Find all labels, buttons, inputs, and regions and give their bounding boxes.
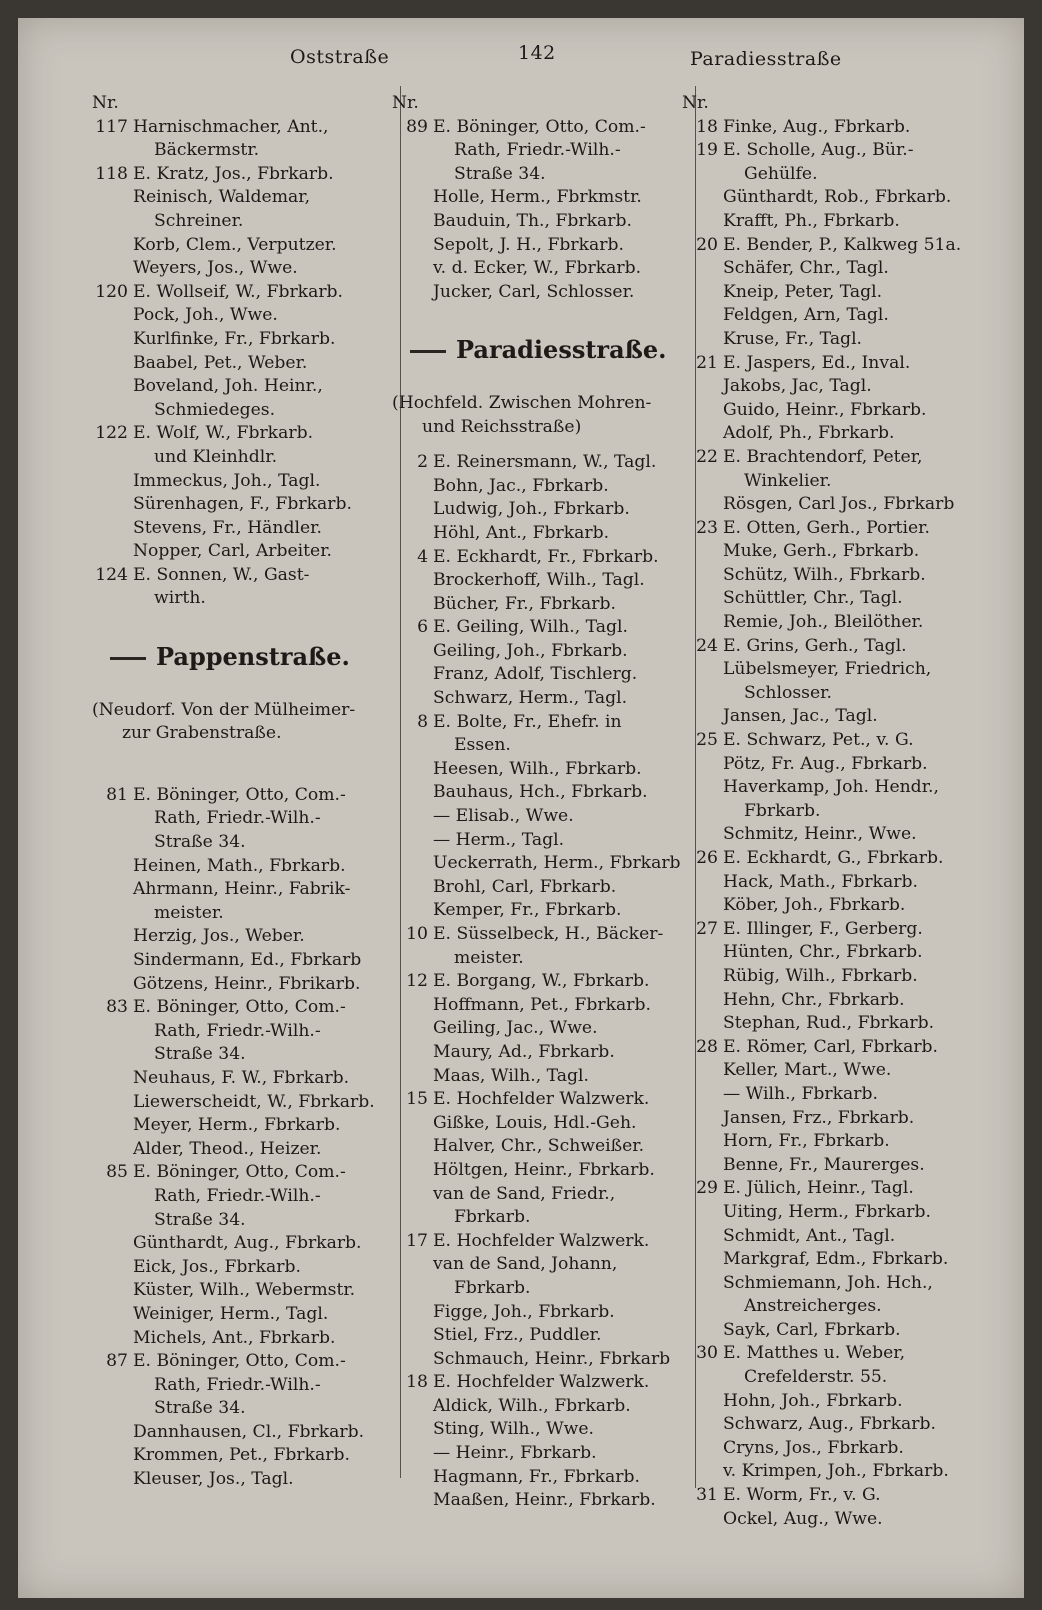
house-number: 27 [696,918,718,939]
resident-text: E. Grins, Gerh., Tagl. [723,635,907,656]
resident-entry: — Wilh., Fbrkarb. [723,1083,878,1104]
resident-entry: Weyers, Jos., Wwe. [133,258,298,279]
resident-entry: Kneip, Peter, Tagl. [723,281,883,302]
entry-continuation: meister. [454,947,524,968]
resident-entry: Immeckus, Joh., Tagl. [133,470,321,491]
resident-text: E. Eckhardt, G., Fbrkarb. [723,848,944,868]
house-entry [682,234,982,258]
entry-continuation: Straße 34. [154,1398,246,1419]
resident-text: E. Scholle, Aug., Bür.- [723,140,914,161]
house-entry [682,847,982,871]
resident-entry: Bauduin, Th., Fbrkarb. [433,210,632,231]
resident-entry: Keller, Mart., Wwe. [723,1060,892,1081]
resident-entry: Korb, Clem., Verputzer. [133,234,337,255]
resident-entry: Schütz, Wilh., Fbrkarb. [723,564,926,585]
resident-entry: v. Krimpen, Joh., Fbrkarb. [723,1461,949,1482]
resident-entry: Höltgen, Heinr., Fbrkarb. [433,1159,655,1180]
resident-text: E. Illinger, F., Gerberg. [723,918,923,939]
house-number: 23 [696,517,718,538]
house-number: 85 [106,1162,128,1183]
resident-entry: Götzens, Heinr., Fbrikarb. [133,973,361,994]
house-entry [92,1161,402,1185]
entry-continuation: Rath, Friedr.-Wilh.- [154,808,321,829]
house-number: 8 [417,711,428,732]
resident-entry: Sepolt, J. H., Fbrkarb. [433,234,624,255]
resident-text: E. Otten, Gerh., Portier. [723,517,930,538]
entry-continuation: Bäckermstr. [154,140,260,161]
resident-entry: Schmitz, Heinr., Wwe. [723,824,917,845]
house-entry [392,451,692,475]
resident-entry: Schmauch, Heinr., Fbrkarb [433,1348,671,1369]
resident-entry: Günthardt, Aug., Fbrkarb. [133,1233,362,1254]
resident-entry: Bohn, Jac., Fbrkarb. [433,475,609,496]
resident-entry: Ahrmann, Heinr., Fabrik- [133,879,351,900]
resident-text: E. Hochfelder Walzwerk. [433,1372,650,1393]
resident-entry: Feldgen, Arn, Tagl. [723,305,889,326]
resident-entry: Hoffmann, Pet., Fbrkarb. [433,994,651,1015]
house-entry [392,616,692,640]
street-location-note: (Neudorf. Von der Mülheimer- [92,699,356,720]
house-entry [92,996,402,1020]
resident-entry: Dannhausen, Cl., Fbrkarb. [133,1421,365,1442]
resident-text: Nr. [682,93,709,113]
house-entry [682,729,982,753]
spacer [392,439,692,451]
resident-entry: Franz, Adolf, Tischlerg. [433,664,638,685]
resident-text: E. Römer, Carl, Fbrkarb. [723,1036,939,1057]
header-right-street: Paradiesstraße [690,48,842,70]
house-number: 6 [417,617,428,638]
entry-continuation: Rath, Friedr.-Wilh.- [454,140,621,161]
resident-entry: Maas, Wilh., Tagl. [433,1065,589,1086]
entry-continuation: Rath, Friedr.-Wilh.- [154,1020,321,1041]
resident-entry: Benne, Fr., Maurerges. [723,1154,925,1175]
resident-entry: Maaßen, Heinr., Fbrkarb. [433,1490,656,1511]
resident-text: Finke, Aug., Fbrkarb. [723,116,911,137]
entry-continuation: Anstreicherges. [744,1296,882,1317]
resident-entry: Schüttler, Chr., Tagl. [723,588,903,609]
resident-entry: Weiniger, Herm., Tagl. [133,1303,329,1324]
entry-continuation: Rath, Friedr.-Wilh.- [154,1374,321,1395]
house-number: 19 [696,140,718,161]
resident-entry: Jansen, Frz., Fbrkarb. [723,1107,915,1128]
column-1 [92,92,402,1492]
house-number: 30 [696,1343,718,1364]
column-heading [682,92,982,116]
house-number: 18 [696,116,718,137]
resident-entry: Köber, Joh., Fbrkarb. [723,895,906,916]
resident-entry: Küster, Wilh., Webermstr. [133,1280,356,1301]
entry-continuation: Straße 34. [154,1209,246,1230]
resident-entry: v. d. Ecker, W., Fbrkarb. [433,258,642,279]
resident-text: E. Böninger, Otto, Com.- [133,997,346,1018]
house-number: 20 [696,234,718,255]
resident-text: E. Schwarz, Pet., v. G. [723,730,914,751]
resident-entry: Halver, Chr., Schweißer. [433,1136,645,1157]
resident-entry: Hagmann, Fr., Fbrkarb. [433,1466,640,1487]
house-entry [682,635,982,659]
resident-entry: Muke, Gerh., Fbrkarb. [723,541,920,562]
column-heading [392,92,692,116]
resident-entry: Pock, Joh., Wwe. [133,305,278,326]
resident-entry: Cryns, Jos., Fbrkarb. [723,1437,904,1458]
resident-text: E. Bolte, Fr., Ehefr. in [433,711,622,732]
resident-entry: Markgraf, Edm., Fbrkarb. [723,1249,949,1270]
house-number: 124 [95,564,128,585]
resident-entry: Schmiemann, Joh. Hch., [723,1272,933,1293]
entry-continuation: Fbrkarb. [744,800,821,821]
resident-entry: Geiling, Jac., Wwe. [433,1018,598,1039]
resident-entry: Heinen, Math., Fbrkarb. [133,855,346,876]
resident-entry: Figge, Joh., Fbrkarb. [433,1301,615,1322]
resident-entry: Brockerhoff, Wilh., Tagl. [433,570,645,591]
resident-entry: Boveland, Joh. Heinr., [133,376,323,397]
header-left-street: Oststraße [290,46,390,68]
entry-continuation: Schmiedeges. [154,399,276,420]
resident-entry: Liewerscheidt, W., Fbrkarb. [133,1091,375,1112]
house-number: 81 [106,784,128,805]
house-number: 22 [696,446,718,467]
house-entry [682,116,982,140]
resident-entry: Pötz, Fr. Aug., Fbrkarb. [723,753,928,774]
resident-entry: Bücher, Fr., Fbrkarb. [433,593,616,614]
resident-entry: Meyer, Herm., Fbrkarb. [133,1115,341,1136]
street-heading [392,335,692,365]
resident-entry: Brohl, Carl, Fbrkarb. [433,876,617,897]
house-entry [682,517,982,541]
resident-entry: Schwarz, Herm., Tagl. [433,688,628,709]
resident-entry: Heesen, Wilh., Fbrkarb. [433,758,642,779]
street-heading [92,642,402,672]
resident-entry: Krafft, Ph., Fbrkarb. [723,210,900,231]
resident-entry: — Heinr., Fbrkarb. [433,1443,597,1464]
resident-text: E. Hochfelder Walzwerk. [433,1230,650,1251]
house-number: 28 [696,1036,718,1057]
street-location-note: zur Grabenstraße. [122,723,282,744]
page-number: 142 [518,42,556,64]
house-entry [92,163,402,187]
resident-entry: Holle, Herm., Fbrkmstr. [433,187,642,208]
street-name: Pappenstraße. [156,642,350,672]
house-number: 120 [95,281,128,302]
resident-entry: Alder, Theod., Heizer. [133,1138,322,1159]
column-heading [92,92,402,116]
house-entry [392,116,692,140]
resident-text: E. Sonnen, W., Gast- [133,564,310,585]
resident-entry: Stiel, Frz., Puddler. [433,1325,602,1346]
resident-entry: Ludwig, Joh., Fbrkarb. [433,499,630,520]
resident-text: Nr. [92,93,119,113]
house-number: 4 [417,546,428,567]
house-number: 18 [406,1372,428,1393]
resident-entry: Hünten, Chr., Fbrkarb. [723,942,923,963]
house-entry [682,918,982,942]
resident-entry: — Elisab., Wwe. [433,806,574,827]
house-entry [682,352,982,376]
resident-entry: Höhl, Ant., Fbrkarb. [433,522,610,543]
resident-entry: Schäfer, Chr., Tagl. [723,258,889,279]
house-number: 17 [406,1230,428,1251]
entry-continuation: Straße 34. [454,163,546,184]
entry-continuation: Essen. [454,735,511,756]
resident-entry: Eick, Jos., Fbrkarb. [133,1256,301,1277]
resident-text: Harnischmacher, Ant., [133,116,329,137]
entry-continuation: Fbrkarb. [454,1277,531,1298]
resident-text: E. Eckhardt, Fr., Fbrkarb. [433,546,659,567]
resident-text: E. Böninger, Otto, Com.- [433,116,646,137]
street-location-note: und Reichsstraße) [422,416,582,437]
house-entry [392,1230,692,1254]
resident-entry: Michels, Ant., Fbrkarb. [133,1327,336,1348]
house-number: 12 [406,971,428,992]
resident-text: E. Bender, P., Kalkweg 51a. [723,234,962,255]
resident-entry: Sindermann, Ed., Fbrkarb [133,950,362,970]
resident-entry: Sürenhagen, F., Fbrkarb. [133,494,352,515]
resident-entry: Günthardt, Rob., Fbrkarb. [723,187,952,208]
house-entry [682,446,982,470]
resident-entry: Krommen, Pet., Fbrkarb. [133,1445,350,1466]
resident-text: E. Geiling, Wilh., Tagl. [433,617,629,638]
house-entry [682,139,982,163]
resident-entry: Stephan, Rud., Fbrkarb. [723,1013,935,1034]
entry-continuation: Crefelderstr. 55. [744,1367,888,1388]
resident-entry: Schmidt, Ant., Tagl. [723,1225,896,1246]
house-number: 21 [696,352,718,373]
column-2 [392,92,692,1513]
entry-continuation: Fbrkarb. [454,1207,531,1228]
resident-text: E. Worm, Fr., v. G. [723,1485,881,1506]
resident-text: E. Brachtendorf, Peter, [723,446,923,467]
entry-continuation: und Kleinhdlr. [154,446,278,467]
house-entry [682,1342,982,1366]
house-number: 25 [696,730,718,751]
resident-entry: Jucker, Carl, Schlosser. [433,281,635,302]
house-entry [92,784,402,808]
house-number: 83 [106,997,128,1018]
house-entry [92,281,402,305]
house-entry [392,546,692,570]
resident-entry: Ockel, Aug., Wwe. [723,1508,883,1529]
house-number: 118 [95,163,128,184]
house-entry [392,970,692,994]
house-number: 24 [696,635,718,656]
resident-entry: Kemper, Fr., Fbrkarb. [433,900,622,921]
directory-page [18,18,1024,1598]
entry-continuation: Straße 34. [154,1044,246,1065]
dash-ornament [410,350,446,353]
resident-entry: Hohn, Joh., Fbrkarb. [723,1390,903,1411]
resident-text: E. Jaspers, Ed., Inval. [723,352,911,373]
resident-text: E. Böninger, Otto, Com.- [133,1351,346,1372]
house-entry [682,1177,982,1201]
house-number: 2 [417,452,428,473]
resident-entry: Uiting, Herm., Fbrkarb. [723,1201,931,1222]
house-number: 31 [696,1485,718,1506]
resident-entry: Lübelsmeyer, Friedrich, [723,659,932,680]
page-header [18,30,1024,70]
entry-continuation: Schreiner. [154,210,244,231]
entry-continuation: Gehülfe. [744,163,818,184]
resident-entry: Hack, Math., Fbrkarb. [723,871,918,892]
resident-entry: Remie, Joh., Bleilöther. [723,612,924,633]
house-entry [92,1350,402,1374]
resident-text: E. Wollseif, W., Fbrkarb. [133,281,344,302]
resident-entry: Jakobs, Jac, Tagl. [723,376,872,397]
resident-entry: Nopper, Carl, Arbeiter. [133,541,333,562]
resident-entry: Sayk, Carl, Fbrkarb. [723,1319,901,1340]
resident-entry: Baabel, Pet., Weber. [133,352,308,373]
house-entry [682,1036,982,1060]
resident-entry: van de Sand, Johann, [433,1254,618,1275]
resident-entry: Rübig, Wilh., Fbrkarb. [723,965,918,986]
house-entry [392,1088,692,1112]
entry-continuation: meister. [154,902,224,923]
resident-text: E. Borgang, W., Fbrkarb. [433,971,650,992]
house-entry [682,1484,982,1508]
resident-text: E. Kratz, Jos., Fbrkarb. [133,163,334,184]
resident-text: Nr. [392,93,419,113]
entry-continuation: Straße 34. [154,832,246,853]
resident-entry: Schwarz, Aug., Fbrkarb. [723,1414,936,1435]
resident-entry: Hehn, Chr., Fbrkarb. [723,989,905,1010]
entry-continuation: Winkelier. [744,470,832,491]
resident-entry: Aldick, Wilh., Fbrkarb. [433,1395,631,1416]
resident-entry: Herzig, Jos., Weber. [133,926,305,947]
house-entry [392,711,692,735]
house-number: 29 [696,1178,718,1199]
entry-continuation: wirth. [154,588,206,609]
resident-text: E. Wolf, W., Fbrkarb. [133,423,314,444]
street-location-note: (Hochfeld. Zwischen Mohren- [392,392,652,413]
resident-entry: Kleuser, Jos., Tagl. [133,1469,294,1490]
resident-entry: Geiling, Joh., Fbrkarb. [433,640,628,661]
resident-entry: Adolf, Ph., Fbrkarb. [723,423,895,444]
house-number: 117 [95,116,128,137]
resident-entry: Gißke, Louis, Hdl.-Geh. [433,1112,637,1133]
resident-entry: Rösgen, Carl Jos., Fbrkarb [723,494,955,515]
resident-entry: Guido, Heinr., Fbrkarb. [723,399,927,420]
resident-entry: van de Sand, Friedr., [433,1183,616,1204]
resident-text: E. Hochfelder Walzwerk. [433,1089,650,1110]
resident-entry: Neuhaus, F. W., Fbrkarb. [133,1067,350,1088]
house-number: 26 [696,848,718,868]
resident-text: E. Jülich, Heinr., Tagl. [723,1178,914,1199]
entry-continuation: Schlosser. [744,682,832,703]
resident-text: E. Reinersmann, W., Tagl. [433,452,657,473]
resident-entry: Reinisch, Waldemar, [133,187,311,208]
resident-entry: Bauhaus, Hch., Fbrkarb. [433,782,648,803]
house-entry [92,116,402,140]
resident-text: E. Süsselbeck, H., Bäcker- [433,924,664,944]
house-number: 122 [95,423,128,444]
resident-entry: Jansen, Jac., Tagl. [723,706,878,727]
house-number: 15 [406,1089,428,1110]
resident-entry: Sting, Wilh., Wwe. [433,1419,595,1440]
house-entry [92,422,402,446]
resident-text: E. Böninger, Otto, Com.- [133,784,346,805]
column-3 [682,92,982,1531]
resident-entry: Maury, Ad., Fbrkarb. [433,1041,615,1062]
house-entry [392,923,692,947]
resident-entry: Kruse, Fr., Tagl. [723,328,863,349]
street-name: Paradiesstraße. [456,335,667,365]
resident-text: E. Matthes u. Weber, [723,1343,906,1364]
house-number: 89 [406,116,428,137]
resident-entry: Ueckerrath, Herm., Fbrkarb [433,853,681,874]
spacer [92,746,402,784]
resident-entry: Haverkamp, Joh. Hendr., [723,777,939,798]
house-entry [92,564,402,588]
resident-entry: — Herm., Tagl. [433,829,565,850]
resident-entry: Horn, Fr., Fbrkarb. [723,1131,890,1152]
resident-entry: Kurlfinke, Fr., Fbrkarb. [133,328,336,349]
house-number: 87 [106,1351,128,1372]
dash-ornament [110,657,146,660]
house-number: 10 [406,924,428,944]
resident-entry: Stevens, Fr., Händler. [133,517,322,538]
entry-continuation: Rath, Friedr.-Wilh.- [154,1185,321,1206]
resident-text: E. Böninger, Otto, Com.- [133,1162,346,1183]
house-entry [392,1371,692,1395]
